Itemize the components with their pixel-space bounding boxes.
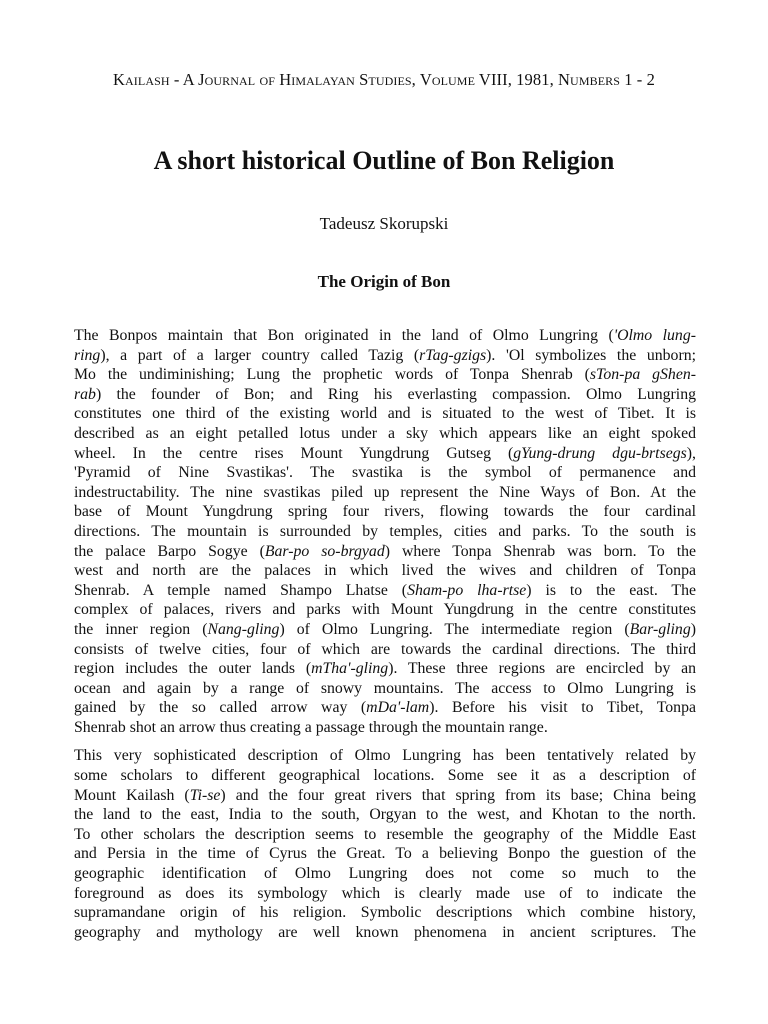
text-line <box>74 766 696 786</box>
text-line <box>74 746 696 766</box>
text-segment: ), a part of a larger country called Tazig ( <box>100 346 420 364</box>
text-segment: west and north are the palaces in which lived the wives and children of Tonpa <box>74 562 696 580</box>
italic-term: Sham-po lha-rtse <box>407 581 527 599</box>
text-line <box>74 365 696 385</box>
text-line <box>74 923 696 943</box>
italic-term: 'Olmo lung- <box>613 327 696 344</box>
text-line <box>74 542 696 562</box>
text-line <box>74 679 696 699</box>
paragraph <box>74 746 696 942</box>
text-line <box>74 718 696 738</box>
text-line <box>74 522 696 542</box>
text-segment: described as an eight petalled lotus under a sky which appears like an eight spoked <box>74 424 696 442</box>
italic-term: Bar-po so-brgyad <box>264 542 385 560</box>
text-line <box>74 581 696 601</box>
text-segment: 'Pyramid of Nine Svastikas'. The svastika is the symbol of permanence and <box>74 464 696 482</box>
text-line <box>74 620 696 640</box>
text-line <box>74 825 696 845</box>
text-segment: region includes the outer lands ( <box>74 660 312 678</box>
text-segment: ) of Olmo Lungring. The intermediate region ( <box>279 620 630 638</box>
text-segment: supramandane origin of his religion. Symbolic descriptions which combine history, <box>74 904 696 922</box>
text-segment: ) <box>690 620 696 638</box>
italic-term: sTon-pa gShen- <box>589 366 697 384</box>
text-line <box>74 326 696 346</box>
text-segment: ocean and again by a range of snowy mountains. The access to Olmo Lungring is <box>74 679 696 697</box>
italic-term: ring <box>74 346 101 364</box>
paragraph <box>74 326 696 737</box>
text-line <box>74 444 696 464</box>
text-segment: consists of twelve cities, four of which are towards the cardinal directions. The third <box>74 640 696 658</box>
italic-term: rTag-gzigs <box>419 346 487 364</box>
text-segment: ) and the four great rivers that spring from its base; China being <box>220 786 696 804</box>
text-segment: constitutes one third of the existing world and is situated to the west of Tibet. It is <box>74 405 696 423</box>
text-line <box>74 698 696 718</box>
text-line <box>74 640 696 660</box>
text-segment: ) the founder of Bon; and Ring his everlasting compassion. Olmo Lungring <box>95 385 696 403</box>
text-segment: indestructability. The nine svastikas piled up represent the Nine Ways of Bon. At the <box>74 483 696 501</box>
text-line <box>74 659 696 679</box>
text-segment: Shenrab. A temple named Shampo Lhatse ( <box>74 581 408 599</box>
text-segment: ). 'Ol symbolizes the unborn; <box>486 346 696 364</box>
text-line <box>74 600 696 620</box>
text-segment: the land to the east, India to the south, Orgyan to the west, and Khotan to the north. <box>74 806 696 824</box>
body-text <box>74 326 696 942</box>
text-line <box>74 483 696 503</box>
running-header: Kailash - A Journal of Himalayan Studies, Volume VIII, 1981, Numbers 1 - 2 <box>113 70 655 89</box>
text-line <box>74 404 696 424</box>
text-segment: ), <box>686 444 696 462</box>
text-segment: the palace Barpo Sogye ( <box>74 542 265 560</box>
text-segment: To other scholars the description seems to resemble the geography of the Middle East <box>74 825 696 843</box>
text-segment: and Persia in the time of Cyrus the Great. To a believing Bonpo the guestion of the <box>74 845 696 863</box>
text-segment: wheel. In the centre rises Mount Yungdrung Gutseg ( <box>74 444 514 462</box>
text-line <box>74 903 696 923</box>
text-line <box>74 805 696 825</box>
italic-term: gYung-drung dgu-brtsegs <box>513 444 687 462</box>
paragraph-gap <box>74 737 696 746</box>
italic-term: Bar-gling <box>629 620 691 638</box>
text-segment: ) where Tonpa Shenrab was born. To the <box>384 542 696 560</box>
text-segment: base of Mount Yungdrung spring four rivers, flowing towards the four cardinal <box>74 503 696 521</box>
text-line <box>74 786 696 806</box>
text-segment: ) is to the east. The <box>526 581 696 599</box>
section-heading: The Origin of Bon <box>317 272 451 291</box>
text-segment: This very sophisticated description of Olmo Lungring has been tentatively related by <box>74 747 696 765</box>
italic-term: Nang-gling <box>207 620 280 638</box>
text-line <box>74 864 696 884</box>
text-segment: Shenrab shot an arrow thus creating a passage through the mountain range. <box>74 718 548 736</box>
text-line <box>74 844 696 864</box>
text-segment: the inner region ( <box>74 620 208 638</box>
text-segment: some scholars to different geographical locations. Some see it as a description of <box>74 767 696 785</box>
italic-term: Ti-se <box>189 786 221 804</box>
text-segment: ). These three regions are encircled by an <box>388 660 697 678</box>
text-segment: The Bonpos maintain that Bon originated in the land of Olmo Lungring ( <box>74 327 614 344</box>
text-line <box>74 424 696 444</box>
text-segment: geographic identification of Olmo Lungring does not come so much to the <box>74 865 696 883</box>
text-segment: complex of palaces, rivers and parks with Mount Yungdrung in the centre constitutes <box>74 601 696 619</box>
text-segment: directions. The mountain is surrounded by temples, cities and parks. To the south is <box>74 522 696 540</box>
text-segment: Mo the undiminishing; Lung the prophetic words of Tonpa Shenrab ( <box>74 366 590 384</box>
text-segment: foreground as does its symbology which is clearly made use of to indicate the <box>74 884 696 902</box>
italic-term: rab <box>74 385 96 403</box>
text-line <box>74 463 696 483</box>
text-line <box>74 502 696 522</box>
text-line <box>74 346 696 366</box>
text-line <box>74 561 696 581</box>
article-title: A short historical Outline of Bon Religion <box>153 146 615 175</box>
author-name: Tadeusz Skorupski <box>319 214 449 233</box>
text-line <box>74 884 696 904</box>
text-segment: gained by the so called arrow way ( <box>74 699 367 717</box>
text-segment: ). Before his visit to Tibet, Tonpa <box>429 699 696 717</box>
italic-term: mTha'-gling <box>311 660 389 678</box>
text-line <box>74 385 696 405</box>
italic-term: mDa'-lam <box>366 699 430 717</box>
text-segment: geography and mythology are well known phenomena in ancient scriptures. The <box>74 923 696 941</box>
text-segment: Mount Kailash ( <box>74 786 190 804</box>
